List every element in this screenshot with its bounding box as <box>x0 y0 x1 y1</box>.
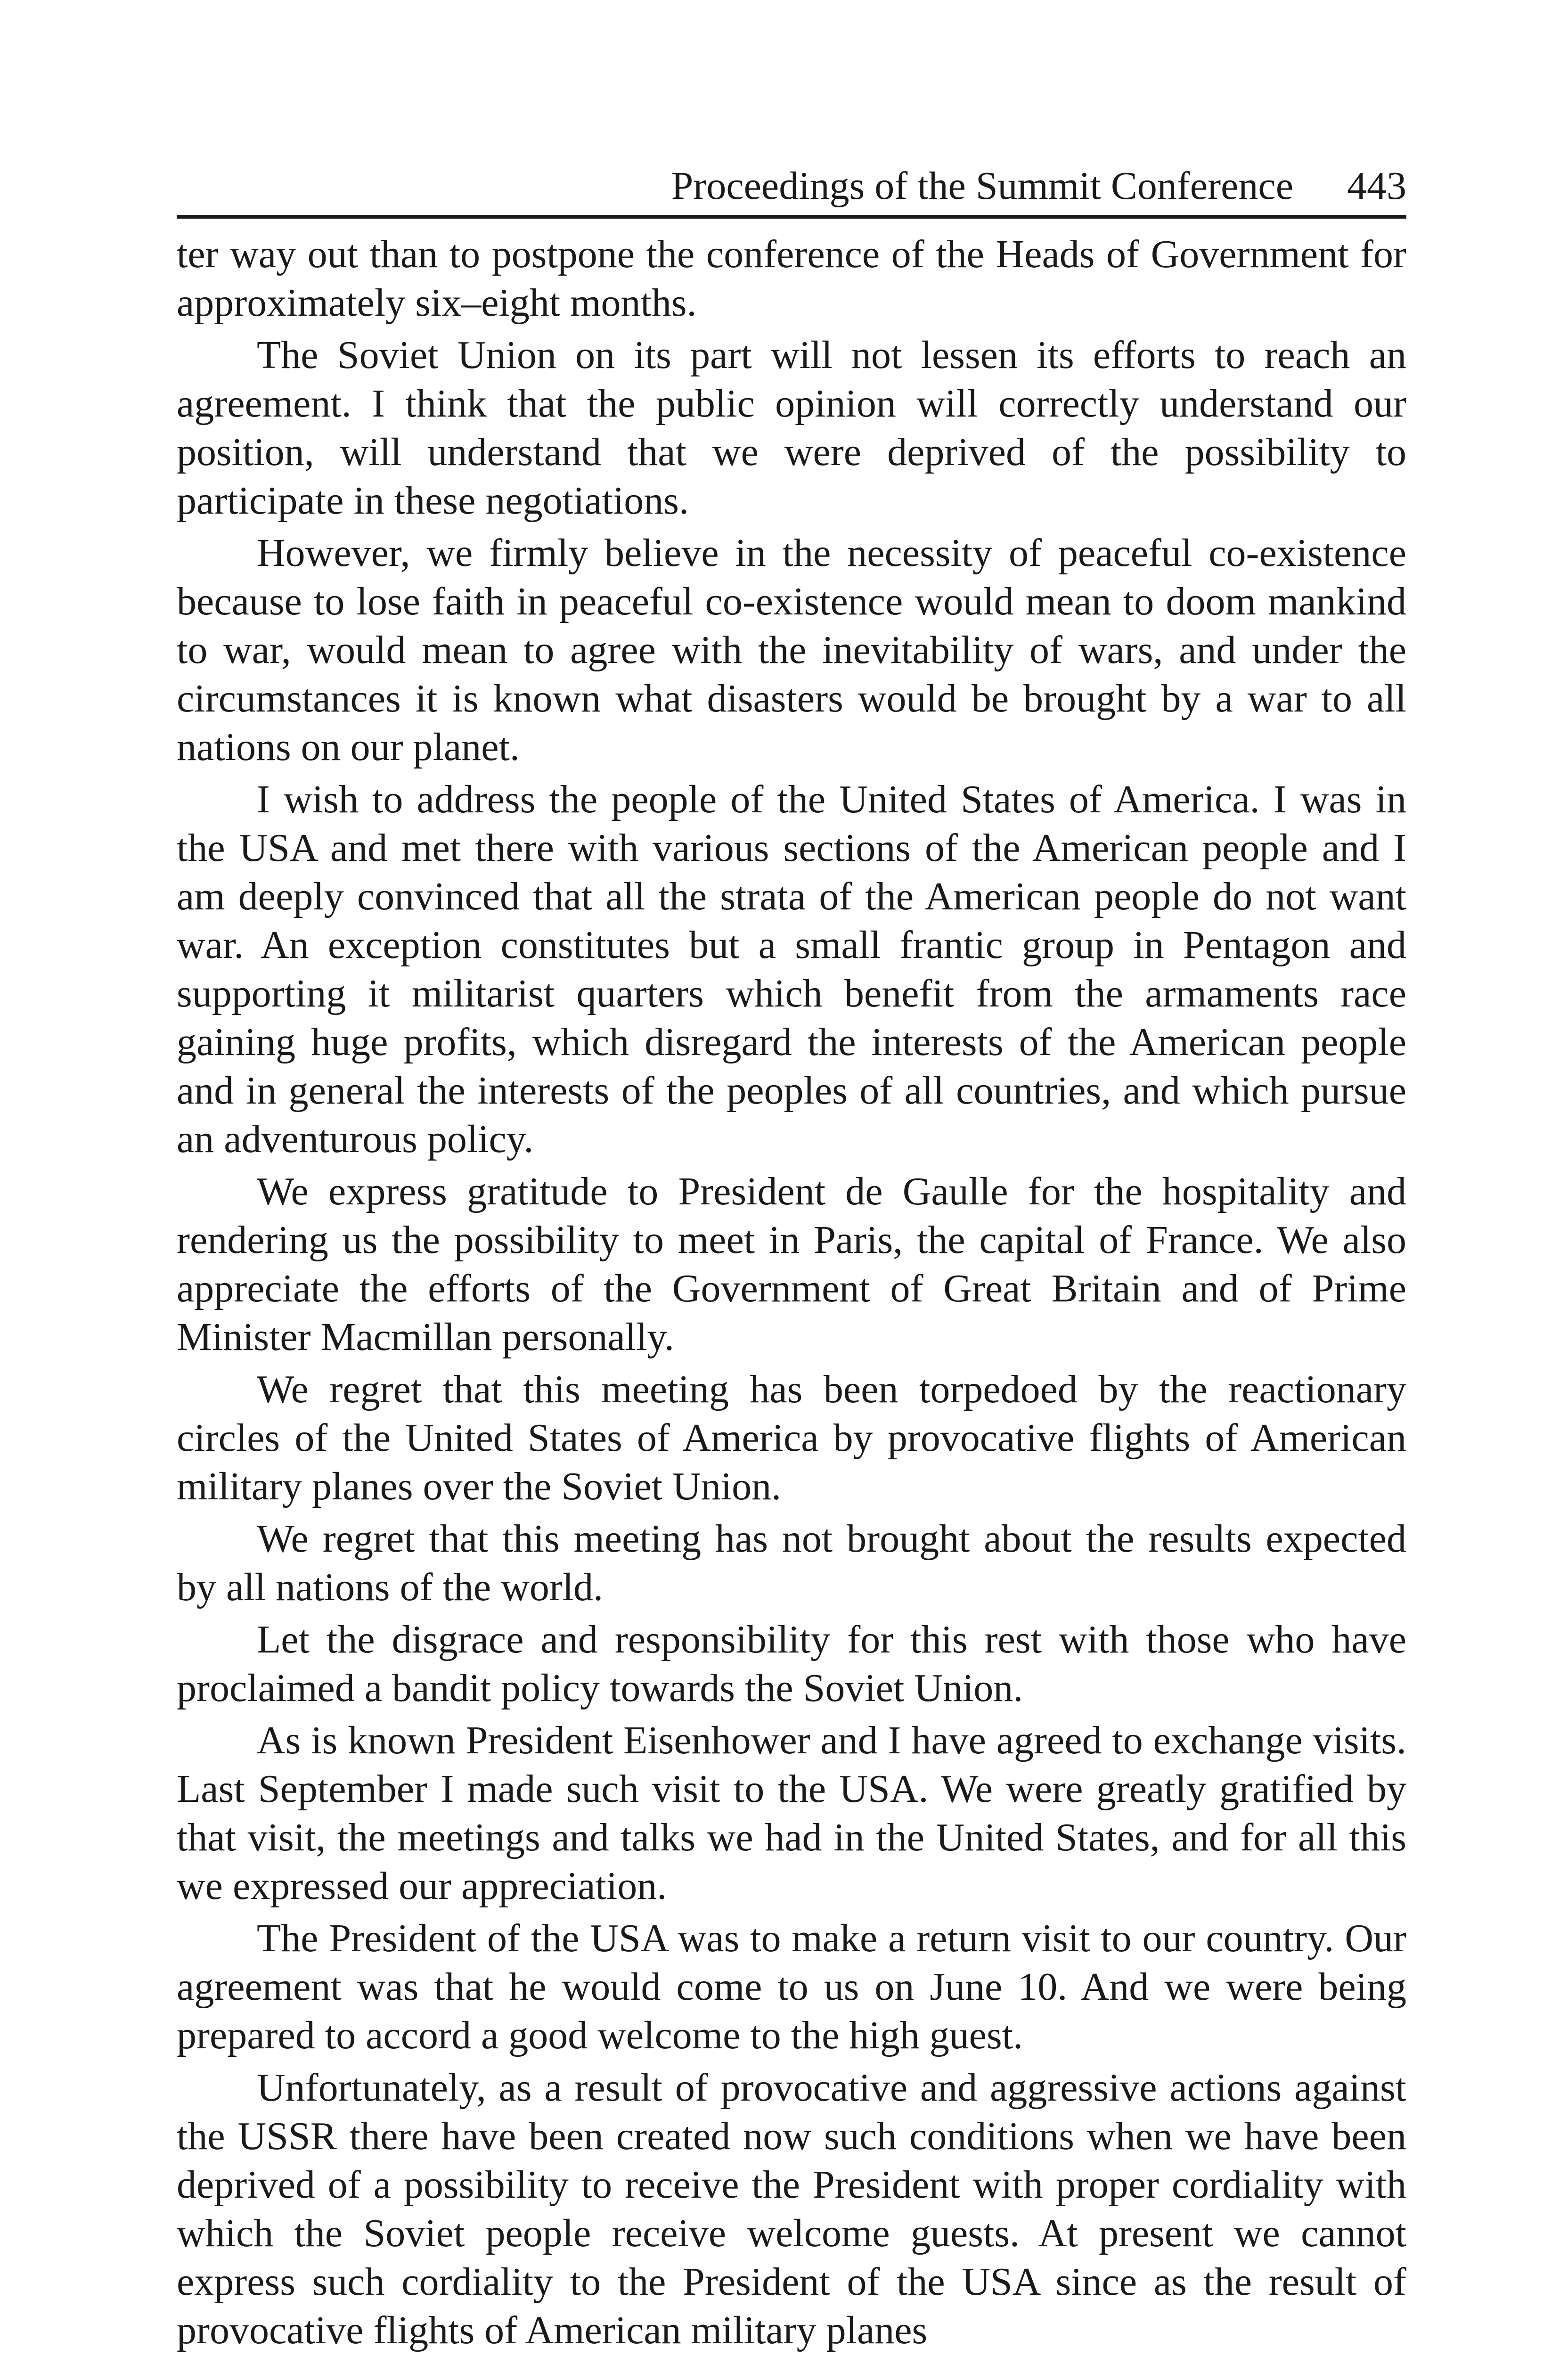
running-head <box>177 160 1406 212</box>
paragraph: We express gratitude to President de Gaulle for the hospitality and rendering us the possibility to meet in Paris, the capital of France. We also appreciate the efforts of the Government of Great Britain and of Prime Minister Macmillan personally. <box>177 1170 1406 1359</box>
paragraph: I wish to address the people of the United States of America. I was in the USA and met there with various sections of the American people and I am deeply convinced that all the strata of the American people do not want war. An exception constitutes but a small frantic group in Pentagon and supporting it militarist quarters which benefit from the armaments race gaining huge profits, which disregard the interests of the American people and in general the interests of the peoples of all countries, and which pursue an adventurous policy. <box>177 777 1406 1161</box>
paragraph: The Soviet Union on its part will not lessen its efforts to reach an agreement. I think that the public opinion will correctly understand our position, will understand that we were deprived of the possibility to participate in these negotiations. <box>177 333 1406 523</box>
book-page <box>177 160 1406 2355</box>
header-rule <box>177 215 1406 219</box>
paragraph: We regret that this meeting has been torpedoed by the reactionary circles of the United States of America by provocative flights of American military planes over the Soviet Union. <box>177 1367 1406 1508</box>
body-text <box>177 230 1406 2355</box>
paragraph: Unfortunately, as a result of provocative and aggressive actions against the USSR there have been created now such conditions when we have been deprived of a possibility to receive the President with proper cordiality with which the Soviet people receive welcome guests. At present we cannot express such cordiality to the President of the USA since as the result of provocative flights of American military planes <box>177 2066 1406 2352</box>
paragraph: As is known President Eisenhower and I have agreed to exchange visits. Last September I made such visit to the USA. We were greatly gratified by that visit, the meetings and talks we had in the United States, and for all this we expressed our appreciation. <box>177 1718 1406 1908</box>
page-number: 443 <box>1347 164 1406 208</box>
paragraph: We regret that this meeting has not brought about the results expected by all nations of the world. <box>177 1517 1406 1609</box>
running-head-title: Proceedings of the Summit Conference <box>671 164 1293 208</box>
paragraph: Let the disgrace and responsibility for this rest with those who have proclaimed a bandit policy towards the Soviet Union. <box>177 1618 1406 1710</box>
paragraph: ter way out than to postpone the conference of the Heads of Government for approximately six–eight months. <box>177 232 1406 325</box>
paragraph: The President of the USA was to make a return visit to our country. Our agreement was that he would come to us on June 10. And we were being prepared to accord a good welcome to the high guest. <box>177 1916 1406 2057</box>
paragraph: However, we firmly believe in the necessity of peaceful co-existence because to lose faith in peaceful co-existence would mean to doom mankind to war, would mean to agree with the inevitability of wars, and under the circumstances it is known what disasters would be brought by a war to all nations on our planet. <box>177 531 1406 769</box>
